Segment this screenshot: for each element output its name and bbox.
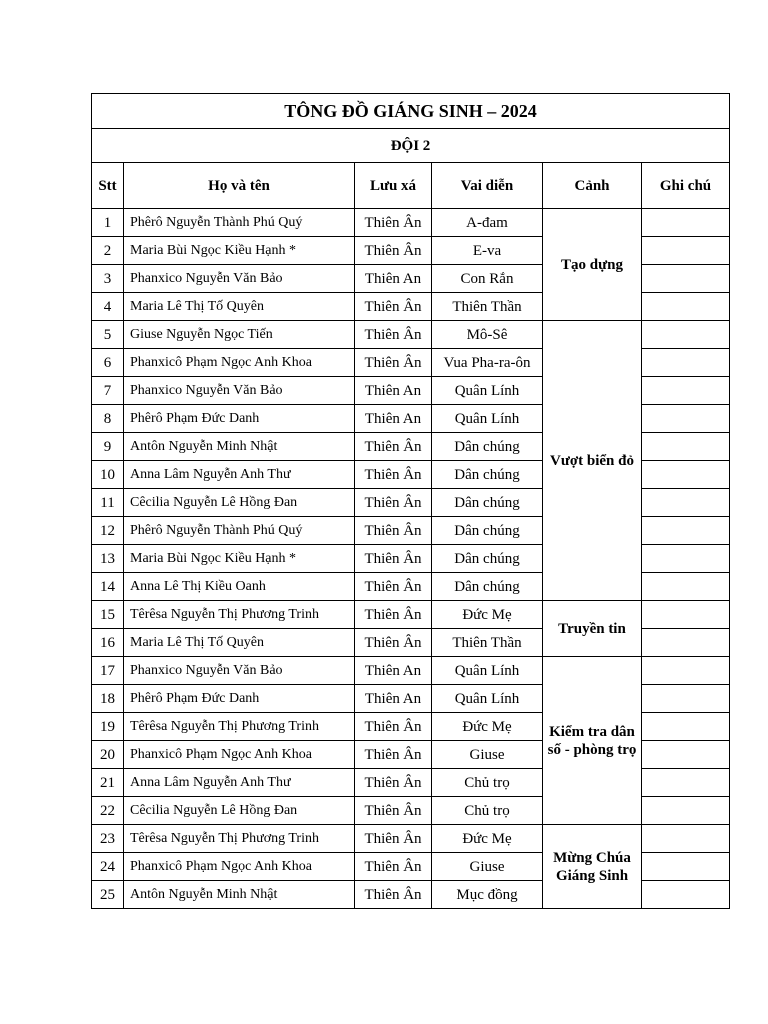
cell-stt: 7 — [92, 377, 124, 405]
cell-note — [642, 349, 730, 377]
cell-name: Maria Bùi Ngọc Kiều Hạnh * — [124, 237, 355, 265]
cell-stt: 11 — [92, 489, 124, 517]
cell-role: Thiên Thần — [432, 629, 543, 657]
cell-note — [642, 293, 730, 321]
cell-name: Phêrô Phạm Đức Danh — [124, 685, 355, 713]
table-row — [92, 601, 730, 629]
cell-name: Anna Lâm Nguyễn Anh Thư — [124, 769, 355, 797]
cell-role: Quân Lính — [432, 657, 543, 685]
cell-house: Thiên An — [355, 657, 432, 685]
cell-name: Cêcilia Nguyễn Lê Hồng Đan — [124, 489, 355, 517]
cell-role: Quân Lính — [432, 405, 543, 433]
table-header-row — [92, 163, 730, 209]
cell-scene: Truyền tin — [543, 601, 642, 657]
cell-house: Thiên Ân — [355, 713, 432, 741]
cell-name: Têrêsa Nguyễn Thị Phương Trinh — [124, 713, 355, 741]
cell-stt: 19 — [92, 713, 124, 741]
cell-note — [642, 545, 730, 573]
cell-house: Thiên Ân — [355, 461, 432, 489]
cell-note — [642, 237, 730, 265]
cell-note — [642, 657, 730, 685]
cell-note — [642, 405, 730, 433]
cell-scene: Kiểm tra dân số - phòng trọ — [543, 657, 642, 825]
cell-note — [642, 769, 730, 797]
cell-house: Thiên Ân — [355, 573, 432, 601]
cell-note — [642, 265, 730, 293]
cell-house: Thiên Ân — [355, 741, 432, 769]
cell-name: Phêrô Nguyễn Thành Phú Quý — [124, 209, 355, 237]
cell-name: Antôn Nguyễn Minh Nhật — [124, 433, 355, 461]
cell-role: Vua Pha-ra-ôn — [432, 349, 543, 377]
cell-stt: 23 — [92, 825, 124, 853]
header-scene: Cảnh — [543, 163, 642, 209]
cell-stt: 14 — [92, 573, 124, 601]
cell-stt: 15 — [92, 601, 124, 629]
cell-name: Phanxicô Phạm Ngọc Anh Khoa — [124, 349, 355, 377]
header-house: Lưu xá — [355, 163, 432, 209]
cell-house: Thiên Ân — [355, 237, 432, 265]
cell-stt: 1 — [92, 209, 124, 237]
cell-role: Dân chúng — [432, 517, 543, 545]
cell-role: Quân Lính — [432, 685, 543, 713]
cell-house: Thiên Ân — [355, 209, 432, 237]
cell-house: Thiên Ân — [355, 489, 432, 517]
cell-house: Thiên Ân — [355, 545, 432, 573]
cell-stt: 21 — [92, 769, 124, 797]
cell-house: Thiên Ân — [355, 601, 432, 629]
cell-house: Thiên Ân — [355, 629, 432, 657]
cell-house: Thiên An — [355, 265, 432, 293]
cell-stt: 25 — [92, 881, 124, 909]
cell-name: Anna Lê Thị Kiều Oanh — [124, 573, 355, 601]
cell-name: Maria Lê Thị Tố Quyên — [124, 293, 355, 321]
cell-house: Thiên Ân — [355, 517, 432, 545]
cell-stt: 2 — [92, 237, 124, 265]
cell-house: Thiên Ân — [355, 853, 432, 881]
cell-role: Mục đồng — [432, 881, 543, 909]
cell-stt: 8 — [92, 405, 124, 433]
cell-role: Đức Mẹ — [432, 713, 543, 741]
cell-house: Thiên Ân — [355, 321, 432, 349]
cell-role: Con Rắn — [432, 265, 543, 293]
cell-stt: 5 — [92, 321, 124, 349]
cell-note — [642, 601, 730, 629]
cell-house: Thiên Ân — [355, 433, 432, 461]
cell-house: Thiên An — [355, 685, 432, 713]
cell-role: Dân chúng — [432, 573, 543, 601]
cell-note — [642, 461, 730, 489]
header-note: Ghi chú — [642, 163, 730, 209]
cell-name: Phêrô Nguyễn Thành Phú Quý — [124, 517, 355, 545]
cell-stt: 6 — [92, 349, 124, 377]
cell-role: Giuse — [432, 741, 543, 769]
cell-note — [642, 377, 730, 405]
cell-scene: Mừng Chúa Giáng Sinh — [543, 825, 642, 909]
cell-stt: 17 — [92, 657, 124, 685]
cell-role: A-đam — [432, 209, 543, 237]
cell-note — [642, 629, 730, 657]
cell-note — [642, 433, 730, 461]
cell-note — [642, 881, 730, 909]
cell-name: Têrêsa Nguyễn Thị Phương Trinh — [124, 825, 355, 853]
cell-stt: 3 — [92, 265, 124, 293]
cell-stt: 10 — [92, 461, 124, 489]
cell-role: Thiên Thần — [432, 293, 543, 321]
cell-note — [642, 853, 730, 881]
cell-note — [642, 797, 730, 825]
team-heading: ĐỘI 2 — [92, 129, 730, 163]
cell-house: Thiên Ân — [355, 769, 432, 797]
header-role: Vai diễn — [432, 163, 543, 209]
cell-name: Phanxicô Phạm Ngọc Anh Khoa — [124, 741, 355, 769]
cell-name: Anna Lâm Nguyễn Anh Thư — [124, 461, 355, 489]
cell-scene: Tạo dựng — [543, 209, 642, 321]
cell-name: Maria Bùi Ngọc Kiều Hạnh * — [124, 545, 355, 573]
table-row — [92, 321, 730, 349]
table-row — [92, 825, 730, 853]
cell-stt: 9 — [92, 433, 124, 461]
cell-stt: 12 — [92, 517, 124, 545]
cell-house: Thiên Ân — [355, 293, 432, 321]
cell-note — [642, 321, 730, 349]
cell-role: Dân chúng — [432, 433, 543, 461]
cell-house: Thiên An — [355, 405, 432, 433]
cast-table — [91, 93, 730, 909]
document-title: TÔNG ĐỒ GIÁNG SINH – 2024 — [92, 94, 730, 129]
cell-role: Dân chúng — [432, 545, 543, 573]
cell-role: Mô-Sê — [432, 321, 543, 349]
cell-name: Cêcilia Nguyễn Lê Hồng Đan — [124, 797, 355, 825]
cell-house: Thiên Ân — [355, 825, 432, 853]
cell-name: Phanxico Nguyễn Văn Bảo — [124, 377, 355, 405]
cell-role: Giuse — [432, 853, 543, 881]
cell-note — [642, 741, 730, 769]
cell-name: Antôn Nguyễn Minh Nhật — [124, 881, 355, 909]
cell-house: Thiên Ân — [355, 881, 432, 909]
cell-stt: 16 — [92, 629, 124, 657]
cell-role: Đức Mẹ — [432, 601, 543, 629]
cell-role: E-va — [432, 237, 543, 265]
cell-scene: Vượt biển đỏ — [543, 321, 642, 601]
cell-role: Dân chúng — [432, 461, 543, 489]
cell-stt: 4 — [92, 293, 124, 321]
table-row — [92, 209, 730, 237]
cell-name: Maria Lê Thị Tố Quyên — [124, 629, 355, 657]
cell-stt: 20 — [92, 741, 124, 769]
cell-stt: 13 — [92, 545, 124, 573]
header-stt: Stt — [92, 163, 124, 209]
cell-name: Phanxicô Phạm Ngọc Anh Khoa — [124, 853, 355, 881]
cell-role: Dân chúng — [432, 489, 543, 517]
cell-name: Phêrô Phạm Đức Danh — [124, 405, 355, 433]
cell-role: Đức Mẹ — [432, 825, 543, 853]
cell-note — [642, 825, 730, 853]
cell-note — [642, 573, 730, 601]
cell-stt: 18 — [92, 685, 124, 713]
cell-house: Thiên Ân — [355, 797, 432, 825]
cell-role: Chủ trọ — [432, 769, 543, 797]
cell-name: Phanxico Nguyễn Văn Bảo — [124, 657, 355, 685]
cell-role: Quân Lính — [432, 377, 543, 405]
cell-house: Thiên An — [355, 377, 432, 405]
document-page — [91, 93, 729, 909]
cell-stt: 24 — [92, 853, 124, 881]
cell-name: Phanxico Nguyễn Văn Bảo — [124, 265, 355, 293]
cell-role: Chủ trọ — [432, 797, 543, 825]
cell-note — [642, 489, 730, 517]
cell-house: Thiên Ân — [355, 349, 432, 377]
cell-name: Giuse Nguyễn Ngọc Tiến — [124, 321, 355, 349]
header-name: Họ và tên — [124, 163, 355, 209]
cell-stt: 22 — [92, 797, 124, 825]
cell-name: Têrêsa Nguyễn Thị Phương Trinh — [124, 601, 355, 629]
table-row — [92, 657, 730, 685]
cell-note — [642, 517, 730, 545]
cell-note — [642, 713, 730, 741]
cell-note — [642, 685, 730, 713]
cell-note — [642, 209, 730, 237]
